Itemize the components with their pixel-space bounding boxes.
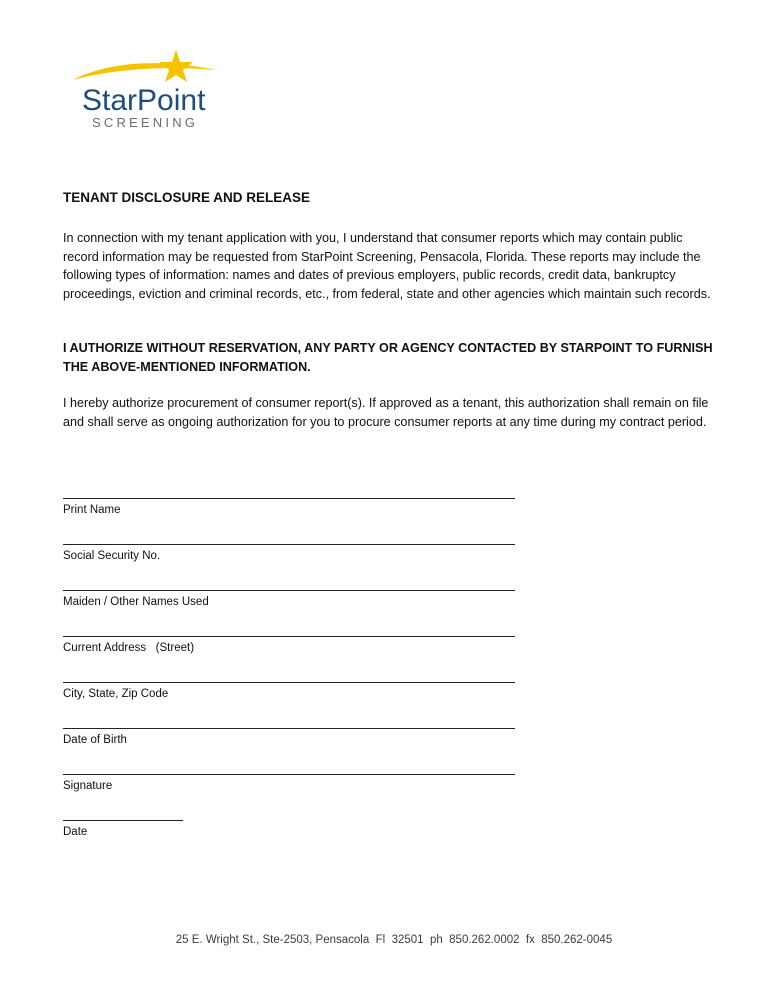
ssn-field[interactable] (63, 543, 523, 562)
disclosure-paragraph: In connection with my tenant application with you, I understand that consumer reports which may contain public record information may be requested from StarPoint Screening, Pensacola, Florida. These reports may include the following types of information: names and dates of previous employers, public records, credit data, bankruptcy proceedings, eviction and criminal records, etc., from federal, state and other agencies which maintain such records. (63, 231, 711, 301)
signature-line[interactable] (63, 727, 515, 729)
other-names-field[interactable] (63, 589, 523, 608)
starpoint-logo (68, 48, 228, 134)
city-state-zip-field[interactable] (63, 681, 523, 700)
date-of-birth-field[interactable] (63, 727, 523, 746)
signature-line[interactable] (63, 635, 515, 637)
signature-line[interactable] (63, 543, 515, 545)
company-address-footer: 25 E. Wright St., Ste-2503, Pensacola Fl 32501 ph 850.262.0002 fx 850.262-0045 (175, 934, 613, 946)
document-title: TENANT DISCLOSURE AND RELEASE (63, 190, 311, 205)
logo-swoosh (72, 63, 216, 80)
field-label: Signature (63, 780, 113, 792)
logo-subtext: SCREENING (92, 115, 199, 130)
field-label: City, State, Zip Code (63, 688, 169, 700)
field-label: Date (63, 826, 88, 838)
field-label: Date of Birth (63, 734, 127, 746)
signature-line[interactable] (63, 819, 183, 821)
field-label: Social Security No. (63, 550, 161, 562)
procurement-paragraph: I hereby authorize procurement of consumer report(s). If approved as a tenant, this authorization shall remain on file and shall serve as ongoing authorization for you to procure consumer reports at any time during my contract period. (63, 396, 709, 429)
print-name-field[interactable] (63, 497, 523, 516)
signature-line[interactable] (63, 681, 515, 683)
street-address-field[interactable] (63, 635, 523, 654)
star-icon (159, 50, 193, 82)
authorization-statement: I AUTHORIZE WITHOUT RESERVATION, ANY PARTY OR AGENCY CONTACTED BY STARPOINT TO FURNISH THE ABOVE-MENTIONED INFORMATION. (63, 341, 713, 374)
field-label: Print Name (63, 504, 121, 516)
logo-text: StarPoint (82, 84, 206, 117)
signature-line[interactable] (63, 773, 515, 775)
field-label: Maiden / Other Names Used (63, 596, 209, 608)
signature-field[interactable] (63, 773, 523, 792)
signature-line[interactable] (63, 589, 515, 591)
signature-line[interactable] (63, 497, 515, 499)
field-label: Current Address (Street) (63, 642, 195, 654)
date-field[interactable] (63, 819, 523, 838)
